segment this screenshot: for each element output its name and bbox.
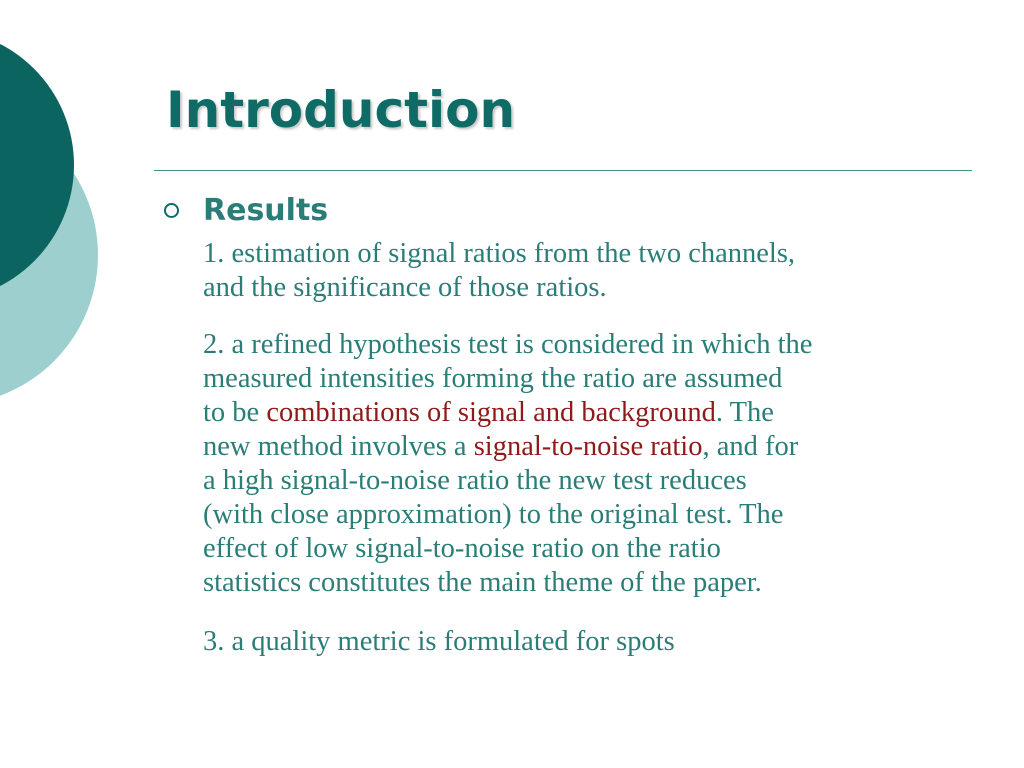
bullet-label: Results — [203, 193, 329, 228]
decorative-circles — [0, 0, 110, 400]
item-2-text-part-1: 2. a refined hypothesis test is considered in which the measured intensities forming the ratio are assumed to be — [203, 329, 813, 428]
highlight-signal-to-noise-ratio: signal-to-noise ratio — [473, 431, 703, 462]
title-divider — [154, 170, 972, 171]
result-item-3: 3. a quality metric is formulated for spots — [203, 626, 675, 657]
slide-title: Introduction — [166, 81, 516, 139]
hollow-circle-bullet-icon — [164, 203, 179, 218]
result-item-2 — [203, 328, 983, 600]
result-item-1: 1. estimation of signal ratios from the two channels, and the significance of those ratios. — [203, 238, 796, 303]
item-2-text-part-2: . The new method involves a — [203, 397, 774, 462]
highlight-combinations-of-signal-and-background: combinations of signal and background — [266, 397, 716, 428]
item-2-text-part-3: , and for a high signal-to-noise ratio the new test reduces (with close approximation) to the original test. The effect of low signal-to-noise ratio on the ratio statistics constitutes the main theme of the paper. — [203, 431, 799, 598]
